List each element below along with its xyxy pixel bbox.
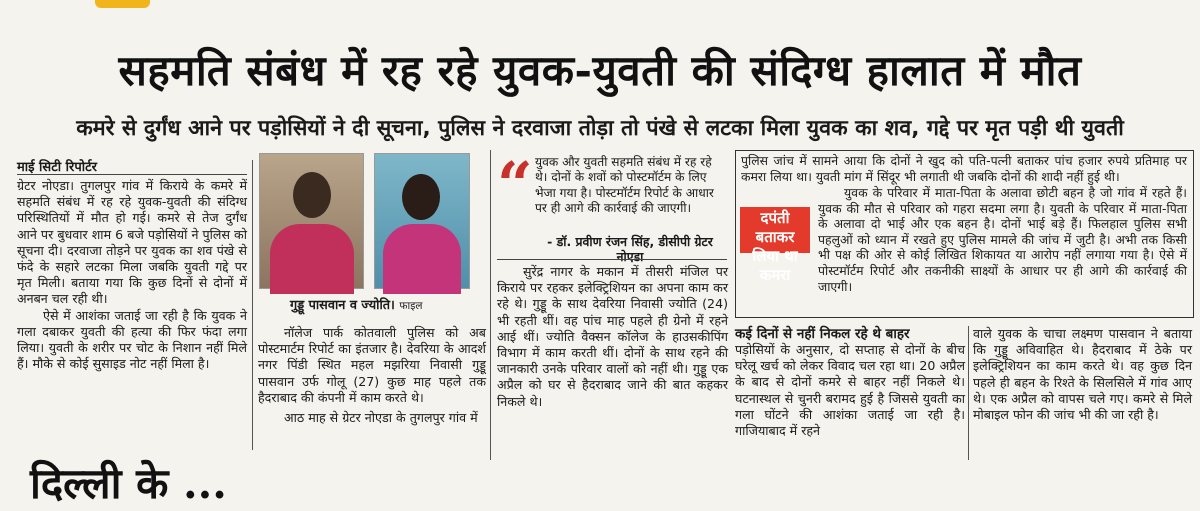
quote-mark-icon: “ [497, 148, 533, 221]
next-headline-fragment [0, 459, 1200, 508]
headline: सहमति संबंध में रह रहे युवक-युवती की संदिग्ध हालात में मौत [118, 46, 1082, 95]
photo-caption [290, 295, 422, 313]
quote-attribution: - डॉ. प्रवीण रंजन सिंह, डीसीपी ग्रेटर नोएडा [547, 234, 713, 265]
section-subtitle: कई दिनों से नहीं निकल रहे थे बाहर [735, 326, 910, 342]
box-paragraph-2: युवक के परिवार में माता-पिता के अलावा छोटी बहन है जो गांव में रहते हैं। युवक की मौत से परिवार को गहरा सदमा लगा है। युवती के परिवार में माता-पिता के अलावा दो भाई और एक बहन है। दोनों भाई बड़े हैं। फिलहाल पुलिस सभी पहलुओं को ध्यान में रखते हुए पुलिस मामले की जांच में जुटी है। अभी तक किसी भी पक्ष की ओर से कोई लिखित शिकायत या आरोप नहीं लगाया गया है। ऐसे में पोस्टमॉर्टम रिपोर्ट और तकनीकी साक्ष्यों के आधार पर ही आगे की कार्रवाई की जाएगी। [818, 185, 1187, 294]
photo-caption-names: गुड्डू पासवान व ज्योति। [290, 298, 395, 313]
photo-subject-body [383, 224, 461, 294]
quote-divider [497, 259, 727, 260]
quote-text: युवक और युवती सहमति संबंध में रह रहे थे। दोनों के शवों को पोस्टमॉर्टम के लिए भेजा गया है। पोस्टमॉर्टम रिपोर्ट के आधार पर ही आगे की कार्रवाई की जाएगी। [535, 155, 714, 215]
highlight-box: दपंती बताकर लिया था कमरा [740, 207, 810, 253]
col3-paragraph-1: सुरेंद्र नागर के मकान में तीसरी मंजिल पर किराये पर रहकर इलेक्ट्रिशियन का अपना काम कर रहे थे। गुड्डू के साथ देवरिया निवासी ज्योति (24) भी रहती थीं। वह पांच माह पहले ही ग्रेनो में रहने आई थीं। ज्योति वैक्सन कॉलेज के हाउसकीपिंग विभाग में काम करती थीं। दोनों के साथ रहने की जानकारी उनके परिवार वालों को नहीं थी। गुड्डू एक अप्रैल को घर से हैदराबाद जाने की बात कहकर निकले थे। [497, 264, 728, 409]
subheadline: कमरे से दुर्गंध आने पर पड़ोसियों ने दी सूचना, पुलिस ने दरवाजा तोड़ा तो पंखे से लटका मिला युवक का शव, गद्दे पर मृत पड़ी थी युवती [76, 116, 1124, 141]
byline-divider [17, 174, 247, 175]
column-3 [497, 264, 728, 410]
column-5 [973, 326, 1192, 423]
photo-guddu-paswan [259, 153, 364, 289]
column-2 [258, 325, 486, 426]
col1-paragraph-2: ऐसे में आशंका जताई जा रही है कि युवक ने गला दबाकर युवती की हत्या की फिर फंदा लगा लिया। युवती के शरीर पर चोट के निशान नहीं मिले हैं। मौके से कोई सुसाइड नोट नहीं मिला है। [17, 307, 247, 372]
box-paragraph-2-top [818, 185, 1187, 294]
photo-subject-head [402, 174, 440, 220]
column-divider [490, 150, 491, 460]
quote-box [495, 148, 727, 265]
col4-paragraph-1: पड़ोसियों के अनुसार, दो सप्ताह से दोनों के बीच घरेलू खर्च को लेकर विवाद चल रहा था। 20 अप्रैल के बाद से दोनों कमरे से बाहर नहीं निकले थे। घटनास्थल से चुनरी बरामद हुई है जिससे युवती का गला घोंटने की आशंका जताई जा रही है। गाजियाबाद में रहने [735, 342, 965, 439]
photo-subject-head [293, 172, 331, 218]
column-4 [735, 342, 965, 439]
photo-jyoti [374, 153, 470, 289]
photo-caption-source: फाइल [399, 300, 423, 312]
col1-paragraph-1: ग्रेटर नोएडा। तुगलपुर गांव में किराये के कमरे में सहमति संबंध में रह रहे युवक-युवती की संदिग्ध परिस्थितियों में मौत हो गई। कमरे से तेज दुर्गंध आने पर बुधवार शाम 6 बजे पड़ोसियों ने पुलिस को सूचना दी। दरवाजा तोड़ने पर युवक का शव पंखे से फंदे के सहारे लटका मिला जबकि युवती गद्दे पर मृत मिली। बताया गया कि कुछ दिनों से दोनों में अनबन चल रही थी। [17, 178, 247, 307]
column-divider [252, 160, 253, 450]
col2-paragraph-2: आठ माह से ग्रेटर नोएडा के तुगलपुर गांव में [284, 410, 478, 426]
col2-paragraph-1: नॉलेज पार्क कोतवाली पुलिस को अब पोस्टमार्टम रिपोर्ट का इंतजार है। देवरिया के आदर्श नगर पिंडी स्थित महल मझरिया निवासी गुड्डू पासवान उर्फ गोलू (27) कुछ माह पहले तक हैदराबाद की कंपनी में काम करते थे। [258, 325, 486, 405]
column-1 [17, 178, 247, 372]
col5-paragraph-1: वाले युवक के चाचा लक्ष्मण पासवान ने बताया कि गुड्डू अविवाहित थे। हैदराबाद में ठेके पर इलेक्ट्रिशियन का काम करते थे। वह कुछ दिन पहले ही बहन के रिश्ते के सिलसिले में गांव आए थे। एक अप्रैल को वापस चले गए। कमरे से मिले मोबाइल फोन की जांच भी की जा रही है। [973, 326, 1192, 423]
next-headline-text: दिल्ली के ... [30, 459, 227, 508]
photo-subject-body [270, 224, 354, 294]
section-tab [95, 0, 150, 8]
top-strip [0, 0, 1200, 10]
box-paragraph-1: पुलिस जांच में सामने आया कि दोनों ने खुद को पति-पत्नी बताकर पांच हजार रुपये प्रतिमाह पर कमरा लिया था। युवती मांग में सिंदूर भी लगाती थी जबकि दोनों की शादी नहीं हुई थी। [741, 153, 1187, 184]
reporter-byline: माई सिटी रिपोर्टर [17, 160, 97, 175]
column-divider [968, 326, 969, 460]
